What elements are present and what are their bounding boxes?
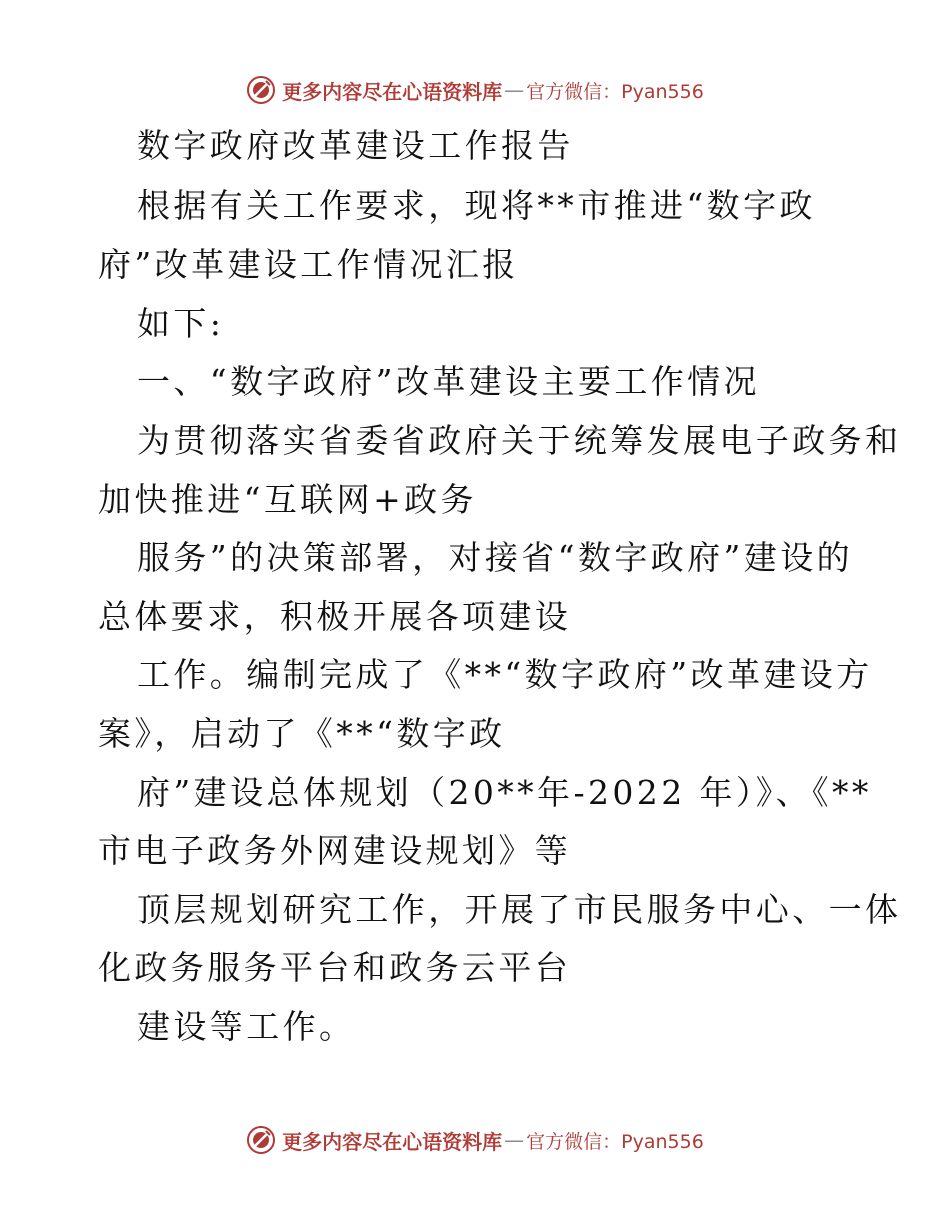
footer-separator: — <box>504 1128 525 1152</box>
paragraph-line: 如下: <box>137 304 225 343</box>
brand-logo-icon <box>246 75 276 105</box>
paragraph-line: 服务”的决策部署，对接省“数字政府”建设的 <box>137 538 854 577</box>
header-separator: — <box>504 78 525 102</box>
paragraph-line: 案》，启动了《**“数字政 <box>98 714 506 753</box>
footer-watermark <box>0 1120 950 1160</box>
paragraph-line: 总体要求，积极开展各项建设 <box>98 597 572 636</box>
paragraph-line: 工作。编制完成了《**“数字政府”改革建设方 <box>137 655 873 694</box>
brand-logo-icon <box>246 1125 276 1155</box>
paragraph-line: 为贯彻落实省委省政府关于统筹发展电子政务和 <box>137 421 902 460</box>
paragraph-line: 建设等工作。 <box>137 1007 356 1046</box>
paragraph-line: 顶层规划研究工作，开展了市民服务中心、一体 <box>137 890 902 929</box>
footer-contact-text: 官方微信：Pyan556 <box>526 1130 704 1153</box>
paragraph-line: 根据有关工作要求，现将**市推进“数字政 <box>137 186 816 225</box>
header-watermark <box>0 70 950 110</box>
footer-brand-text: 更多内容尽在心语资料库 <box>282 1129 503 1154</box>
doc-title: 数字政府改革建设工作报告 <box>137 126 574 165</box>
paragraph-line: 府”改革建设工作情况汇报 <box>98 245 519 284</box>
section-heading: 一、“数字政府”改革建设主要工作情况 <box>137 362 760 401</box>
header-contact-text: 官方微信：Pyan556 <box>526 80 704 103</box>
paragraph-line: 化政务服务平台和政务云平台 <box>98 948 572 987</box>
paragraph-line: 府”建设总体规划（20**年-2022 年）》、《** <box>137 773 872 812</box>
paragraph-line: 加快推进“互联网+政务 <box>98 480 477 519</box>
header-brand-text: 更多内容尽在心语资料库 <box>282 79 503 104</box>
paragraph-line: 市电子政务外网建设规划》等 <box>98 831 572 870</box>
